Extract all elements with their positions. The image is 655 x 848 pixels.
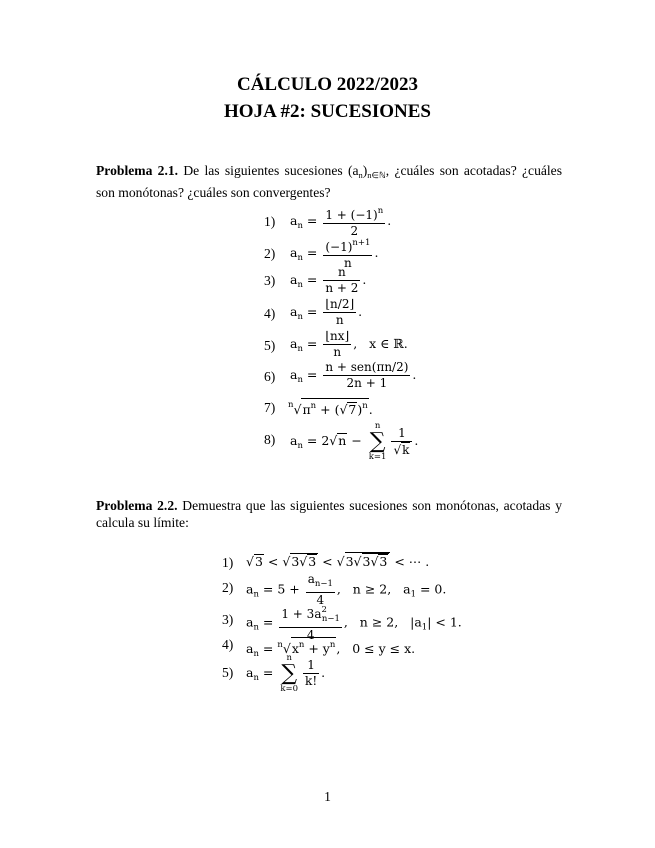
p1-formula-4: $a_n$ = $\frac{⌊n/2⌋}{n}$ .: [290, 297, 363, 327]
problem-2-2-label: Problema 2.2.: [96, 498, 178, 513]
p1-item-2-number: 2): [264, 246, 276, 261]
problem-2-2-statement: [96, 497, 562, 531]
p1-item-1-number: 1): [264, 214, 276, 229]
problem-2-1-statement: Problema 2.1. De las siguientes sucesiones $(a_n)_{n\in ℕ}$, ¿cuáles son acotadas? ¿cuáles son monótonas? ¿cuáles son convergentes?: [96, 163, 563, 200]
p1-formula-1: $a_n$ = $\frac{1 + (-1)^n}{2}$ .: [290, 206, 392, 238]
problem-2-1-sub: n: [358, 170, 363, 180]
problem-2-1-text-b: , ¿cuáles son acotadas? ¿cuáles son monótonas? ¿cuáles son convergentes?: [96, 163, 563, 200]
p2-formula-3: $a_n$ = $\frac{1 + 3a^2_{n-1}}{4}$ , n ≥ 2, $|a_1| < 1$.: [246, 605, 462, 642]
p1-item-7-number: 7): [264, 400, 276, 415]
p1-item-5-number: 5): [264, 338, 276, 353]
p1-formula-6: $a_n$ = $\frac{\text{n + sen(πn/2)}}{2n + 1}$ .: [290, 360, 417, 390]
p2-formula-5: $a_n$ = n ∑ k=0 $\frac{1}{k!}$ .: [246, 653, 326, 694]
document-title: CÁLCULO 2022/2023: [236, 74, 419, 95]
problem-2-2-text: Demuestra que las siguientes sucesiones son monótonas, acotadas y calcula su límite:: [96, 498, 562, 530]
p2-item-2-number: 2): [222, 580, 234, 595]
p2-formula-2: $a_n = 5$ + $\frac{a_{n-1}}{4}$ , n ≥ 2, $a_1 = 0$.: [246, 572, 447, 607]
p2-formula-1: √3 < √3√3 < √3√3√3 < ⋯ .: [246, 554, 430, 569]
p1-item-3-number: 3): [264, 273, 276, 288]
problem-2-1-label: Problema 2.1.: [96, 163, 179, 178]
p2-item-1-number: 1): [222, 555, 234, 570]
p1-item-6-number: 6): [264, 369, 276, 384]
document-subtitle: HOJA #2: SUCESIONES: [224, 101, 431, 122]
page-number: 1: [324, 789, 331, 804]
p1-formula-8: $a_n = 2√n$ − n ∑ k=1 $\frac{1}{√k}$ .: [290, 421, 419, 462]
p2-formula-4: $a_n = ^n√x^n + y^n$, 0 ≤ y ≤ x.: [246, 637, 415, 659]
p1-formula-7: $^n√\pi^n + (√7)^n$.: [288, 400, 373, 417]
problem-2-1-text-a: De las siguientes sucesiones (a: [183, 163, 359, 178]
p1-item-8-number: 8): [264, 432, 276, 447]
problem-2-1-subn: n∈ℕ: [367, 170, 386, 180]
p1-item-4-number: 4): [264, 306, 276, 321]
p2-item-5-number: 5): [222, 665, 234, 680]
p2-item-4-number: 4): [222, 637, 234, 652]
p1-formula-2: $a_n$ = $\frac{(-1)^{n+1}}{n}$ .: [290, 238, 379, 270]
p1-formula-5: $a_n$ = $\frac{⌊nx⌋}{n}$ , x ∈ ℝ.: [290, 329, 408, 359]
p2-item-3-number: 3): [222, 612, 234, 627]
p1-formula-3: $a_n$ = $\frac{n}{n + 2}$ .: [290, 265, 367, 295]
